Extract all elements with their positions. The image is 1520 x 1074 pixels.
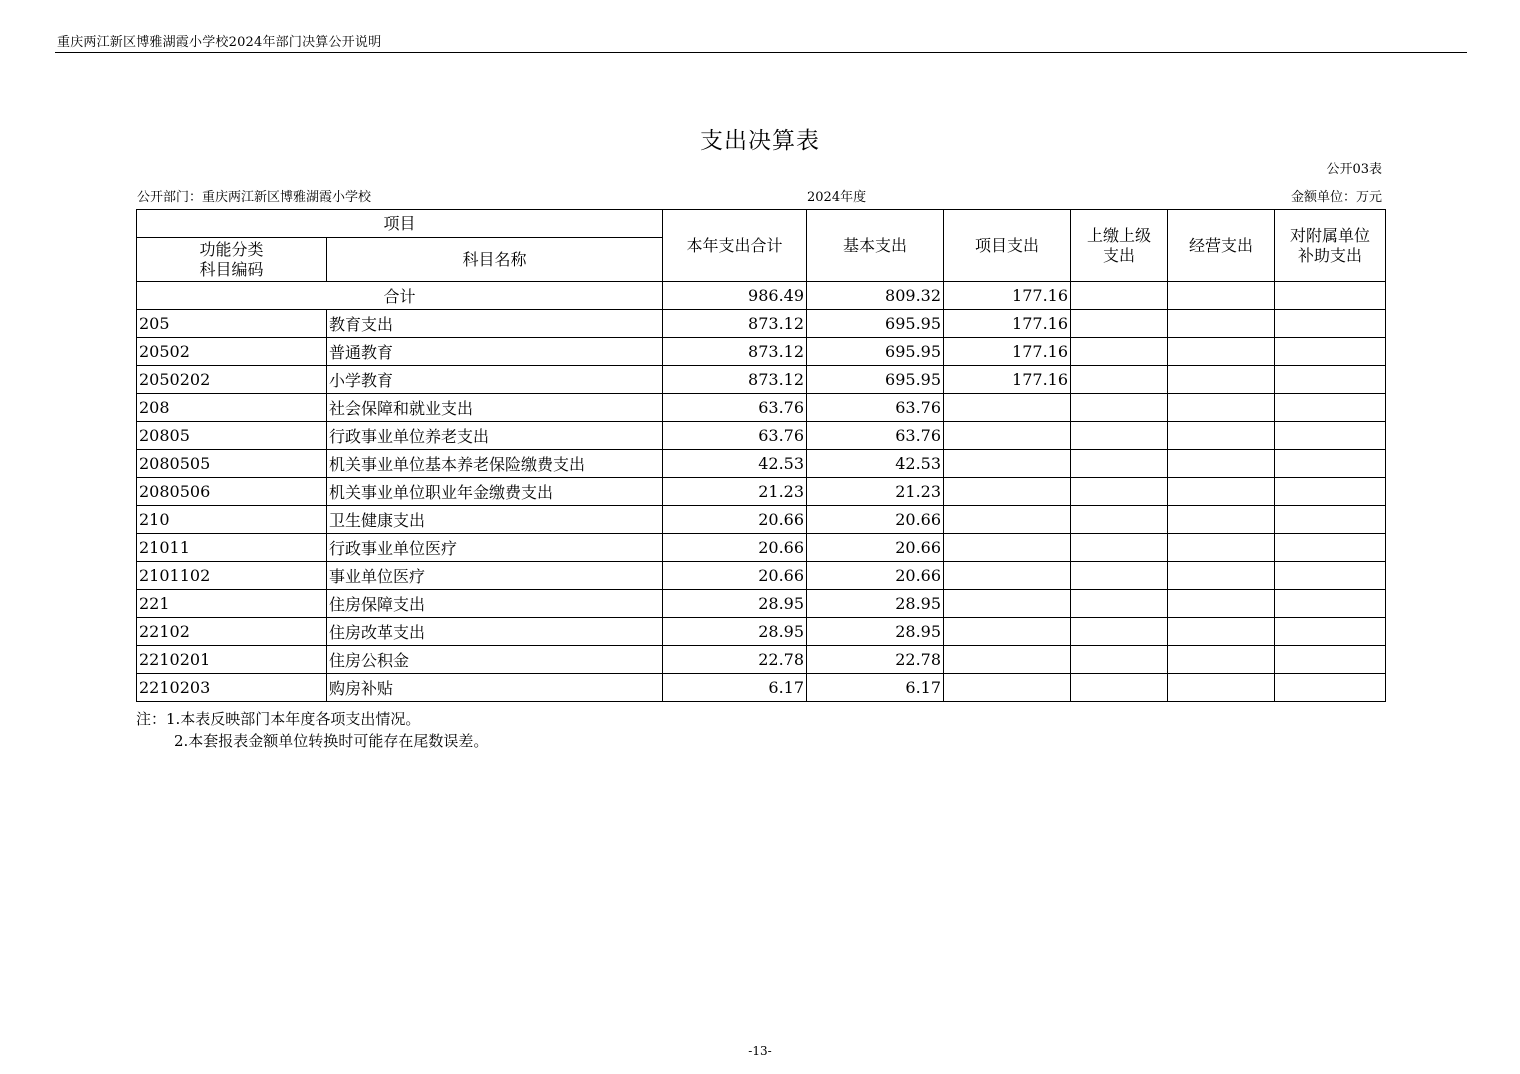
row-code: 22102	[137, 618, 327, 646]
row-subsidy	[1275, 590, 1386, 618]
row-basic: 21.23	[807, 478, 944, 506]
row-subsidy	[1275, 562, 1386, 590]
table-row	[137, 478, 1386, 506]
header-remit: 上缴上级 支出	[1071, 210, 1168, 282]
row-basic: 6.17	[807, 674, 944, 702]
row-basic: 63.76	[807, 422, 944, 450]
header-rule	[55, 52, 1467, 53]
row-remit	[1071, 366, 1168, 394]
meta-row	[137, 186, 1382, 204]
form-number: 公开03表	[1326, 162, 1382, 177]
footnotes	[136, 708, 488, 752]
row-code: 20805	[137, 422, 327, 450]
row-basic: 695.95	[807, 338, 944, 366]
row-business	[1168, 478, 1275, 506]
row-business	[1168, 562, 1275, 590]
row-name: 行政事业单位医疗	[327, 534, 663, 562]
header-name: 科目名称	[327, 238, 663, 282]
table-row	[137, 674, 1386, 702]
row-remit	[1071, 338, 1168, 366]
total-business	[1168, 282, 1275, 310]
row-subsidy	[1275, 674, 1386, 702]
table-row	[137, 590, 1386, 618]
row-code: 210	[137, 506, 327, 534]
row-project	[944, 590, 1071, 618]
row-name: 住房改革支出	[327, 618, 663, 646]
row-project	[944, 478, 1071, 506]
row-name: 机关事业单位基本养老保险缴费支出	[327, 450, 663, 478]
row-basic: 695.95	[807, 366, 944, 394]
row-basic: 42.53	[807, 450, 944, 478]
row-subsidy	[1275, 310, 1386, 338]
row-project	[944, 506, 1071, 534]
row-code: 208	[137, 394, 327, 422]
row-subsidy	[1275, 450, 1386, 478]
total-project: 177.16	[944, 282, 1071, 310]
total-basic: 809.32	[807, 282, 944, 310]
row-total: 28.95	[663, 590, 807, 618]
row-name: 行政事业单位养老支出	[327, 422, 663, 450]
row-name: 教育支出	[327, 310, 663, 338]
row-business	[1168, 338, 1275, 366]
row-name: 住房公积金	[327, 646, 663, 674]
row-total: 28.95	[663, 618, 807, 646]
row-code: 21011	[137, 534, 327, 562]
page-number: -13-	[748, 1044, 772, 1058]
row-subsidy	[1275, 394, 1386, 422]
page-title: 支出决算表	[700, 128, 820, 154]
row-project	[944, 534, 1071, 562]
table-row	[137, 310, 1386, 338]
row-project	[944, 618, 1071, 646]
table-row	[137, 618, 1386, 646]
header-project: 项目支出	[944, 210, 1071, 282]
row-name: 卫生健康支出	[327, 506, 663, 534]
total-amount: 986.49	[663, 282, 807, 310]
header-code: 功能分类 科目编码	[137, 238, 327, 282]
row-subsidy	[1275, 366, 1386, 394]
row-total: 63.76	[663, 394, 807, 422]
row-project	[944, 394, 1071, 422]
expenditure-table	[136, 209, 1386, 702]
fiscal-year: 2024年度	[807, 190, 867, 205]
header-business: 经营支出	[1168, 210, 1275, 282]
row-total: 6.17	[663, 674, 807, 702]
row-remit	[1071, 562, 1168, 590]
header-basic: 基本支出	[807, 210, 944, 282]
row-subsidy	[1275, 338, 1386, 366]
currency-unit: 金额单位：万元	[1290, 190, 1382, 205]
row-project	[944, 422, 1071, 450]
row-project: 177.16	[944, 366, 1071, 394]
row-remit	[1071, 590, 1168, 618]
row-total: 63.76	[663, 422, 807, 450]
row-project	[944, 450, 1071, 478]
row-remit	[1071, 506, 1168, 534]
header-subsidy: 对附属单位 补助支出	[1275, 210, 1386, 282]
row-subsidy	[1275, 646, 1386, 674]
row-name: 小学教育	[327, 366, 663, 394]
row-business	[1168, 534, 1275, 562]
table-row	[137, 338, 1386, 366]
table-row	[137, 562, 1386, 590]
row-code: 221	[137, 590, 327, 618]
row-total: 873.12	[663, 366, 807, 394]
row-total: 20.66	[663, 534, 807, 562]
row-basic: 22.78	[807, 646, 944, 674]
row-subsidy	[1275, 534, 1386, 562]
row-project: 177.16	[944, 338, 1071, 366]
row-name: 事业单位医疗	[327, 562, 663, 590]
row-project	[944, 646, 1071, 674]
running-header: 重庆两江新区博雅湖霞小学校2024年部门决算公开说明	[57, 35, 382, 50]
row-remit	[1071, 478, 1168, 506]
row-subsidy	[1275, 618, 1386, 646]
table-row	[137, 646, 1386, 674]
total-label: 合计	[137, 282, 663, 310]
row-business	[1168, 646, 1275, 674]
row-total: 42.53	[663, 450, 807, 478]
row-name: 机关事业单位职业年金缴费支出	[327, 478, 663, 506]
row-subsidy	[1275, 478, 1386, 506]
row-business	[1168, 590, 1275, 618]
row-total: 20.66	[663, 562, 807, 590]
row-total: 21.23	[663, 478, 807, 506]
row-remit	[1071, 618, 1168, 646]
row-subsidy	[1275, 506, 1386, 534]
row-basic: 28.95	[807, 590, 944, 618]
row-business	[1168, 450, 1275, 478]
row-remit	[1071, 450, 1168, 478]
row-business	[1168, 674, 1275, 702]
row-business	[1168, 394, 1275, 422]
row-code: 2210201	[137, 646, 327, 674]
row-project	[944, 674, 1071, 702]
row-remit	[1071, 534, 1168, 562]
row-name: 普通教育	[327, 338, 663, 366]
table-row	[137, 450, 1386, 478]
row-code: 2080506	[137, 478, 327, 506]
row-project: 177.16	[944, 310, 1071, 338]
row-basic: 28.95	[807, 618, 944, 646]
total-subsidy	[1275, 282, 1386, 310]
row-basic: 695.95	[807, 310, 944, 338]
row-business	[1168, 506, 1275, 534]
header-total: 本年支出合计	[663, 210, 807, 282]
row-project	[944, 562, 1071, 590]
row-basic: 20.66	[807, 562, 944, 590]
footnote-2: 2.本套报表金额单位转换时可能存在尾数误差。	[174, 732, 489, 750]
row-total: 20.66	[663, 506, 807, 534]
row-remit	[1071, 422, 1168, 450]
header-item: 项目	[137, 210, 663, 238]
row-code: 2210203	[137, 674, 327, 702]
row-code: 20502	[137, 338, 327, 366]
row-subsidy	[1275, 422, 1386, 450]
row-business	[1168, 366, 1275, 394]
table-row	[137, 534, 1386, 562]
row-code: 205	[137, 310, 327, 338]
row-name: 社会保障和就业支出	[327, 394, 663, 422]
row-total: 873.12	[663, 310, 807, 338]
row-code: 2080505	[137, 450, 327, 478]
row-name: 购房补贴	[327, 674, 663, 702]
table-row	[137, 366, 1386, 394]
row-business	[1168, 618, 1275, 646]
footnote-1: 注：1.本表反映部门本年度各项支出情况。	[136, 710, 421, 728]
row-basic: 63.76	[807, 394, 944, 422]
row-code: 2050202	[137, 366, 327, 394]
row-basic: 20.66	[807, 506, 944, 534]
row-remit	[1071, 394, 1168, 422]
table-row	[137, 394, 1386, 422]
total-remit	[1071, 282, 1168, 310]
row-name: 住房保障支出	[327, 590, 663, 618]
row-remit	[1071, 310, 1168, 338]
row-business	[1168, 422, 1275, 450]
row-remit	[1071, 646, 1168, 674]
table-row	[137, 422, 1386, 450]
row-total: 873.12	[663, 338, 807, 366]
row-business	[1168, 310, 1275, 338]
row-total: 22.78	[663, 646, 807, 674]
row-code: 2101102	[137, 562, 327, 590]
row-basic: 20.66	[807, 534, 944, 562]
table-row	[137, 506, 1386, 534]
total-row	[137, 282, 1386, 310]
row-remit	[1071, 674, 1168, 702]
department-label: 公开部门：重庆两江新区博雅湖霞小学校	[137, 190, 372, 205]
